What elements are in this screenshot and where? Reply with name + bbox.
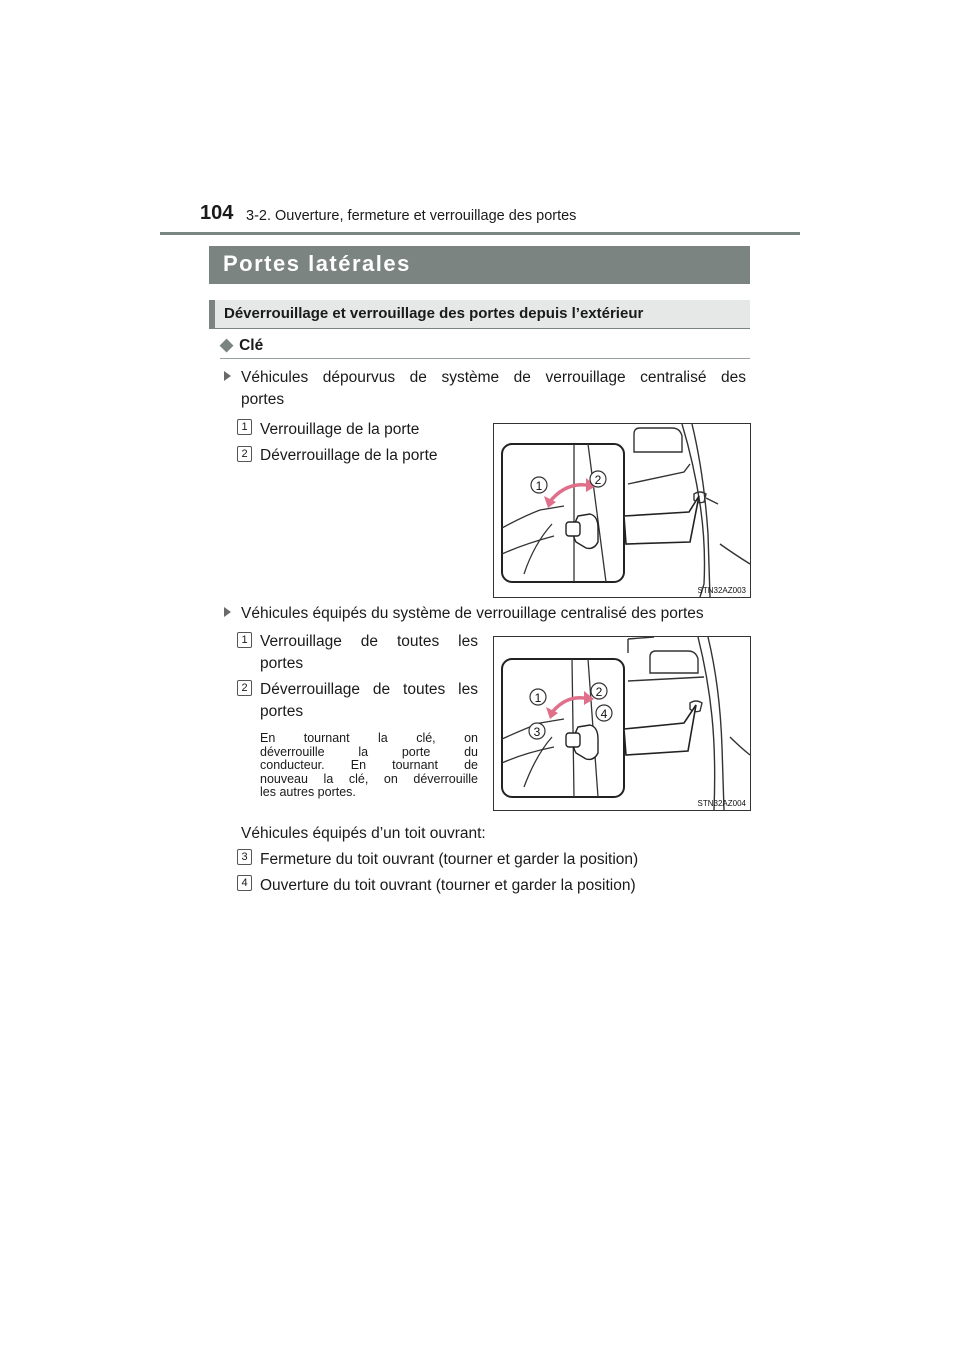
without-central-lock-title-line2: portes <box>241 391 285 408</box>
central-lock-figure <box>493 636 751 811</box>
key-heading <box>220 335 263 355</box>
triangle-bullet-icon <box>224 607 231 617</box>
note-line-5: les autres portes. <box>260 785 356 799</box>
callout-2: 2 <box>595 685 603 699</box>
sunroof-intro: Véhicules équipés d’un toit ouvrant: <box>241 825 486 842</box>
section-banner <box>209 246 750 284</box>
sunroof-close-label: Fermeture du toit ouvrant (tourner et garder la position) <box>260 851 639 868</box>
number-3-icon: 3 <box>237 849 252 865</box>
number-1-icon: 1 <box>237 632 252 648</box>
diamond-icon: ◆ <box>220 335 234 354</box>
number-2-icon: 2 <box>237 680 252 696</box>
callout-2: 2 <box>594 473 602 487</box>
triangle-bullet-icon <box>224 371 231 381</box>
unlock-door-label: Déverrouillage de la porte <box>260 447 438 464</box>
lock-all-doors-line2: portes <box>260 655 304 672</box>
subsection-heading <box>209 300 750 329</box>
callout-4: 4 <box>600 707 608 721</box>
number-2-icon: 2 <box>237 446 252 462</box>
figure-code: STN32AZ004 <box>697 799 746 808</box>
callout-3: 3 <box>533 725 541 739</box>
subsection-title: Déverrouillage et verrouillage des portes depuis l’extérieur <box>224 305 644 322</box>
without-central-lock-title-line1: Véhicules dépourvus de système de verrouillage centralisé des <box>224 367 746 389</box>
with-central-lock-title <box>224 603 754 625</box>
note-line-3: conducteur. En tournant de <box>260 758 478 772</box>
number-4-icon: 4 <box>237 875 252 891</box>
section-title: Portes latérales <box>223 251 411 276</box>
figure-code: STN32AZ003 <box>697 586 746 595</box>
door-key-illustration <box>494 424 750 597</box>
chapter-title: 3-2. Ouverture, fermeture et verrouillage des portes <box>246 208 577 224</box>
number-1-icon: 1 <box>237 419 252 435</box>
callout-1: 1 <box>534 691 542 705</box>
note-line-2: déverrouille la porte du <box>260 744 478 759</box>
sunroof-open-label: Ouverture du toit ouvrant (tourner et garder la position) <box>260 877 636 894</box>
with-central-lock-title-text: Véhicules équipés du système de verrouillage centralisé des portes <box>241 605 704 622</box>
page-number: 104 <box>200 202 234 224</box>
lock-all-doors-line1: Verrouillage de toutes les <box>260 633 478 650</box>
header-divider <box>160 232 800 235</box>
key-heading-label: Clé <box>239 337 264 354</box>
unlock-all-doors-line2: portes <box>260 703 304 720</box>
lock-door-label: Verrouillage de la porte <box>260 421 420 438</box>
key-lock-figure <box>493 423 751 598</box>
unlock-all-doors-line1: Déverrouillage de toutes les <box>260 681 478 698</box>
door-key-central-illustration <box>494 637 750 810</box>
note-line-4: nouveau la clé, on déverrouille <box>260 771 478 786</box>
subsection-accent-bar <box>209 300 215 329</box>
callout-1: 1 <box>535 479 543 493</box>
note-line-1: En tournant la clé, on <box>260 731 478 745</box>
key-divider <box>220 358 750 359</box>
